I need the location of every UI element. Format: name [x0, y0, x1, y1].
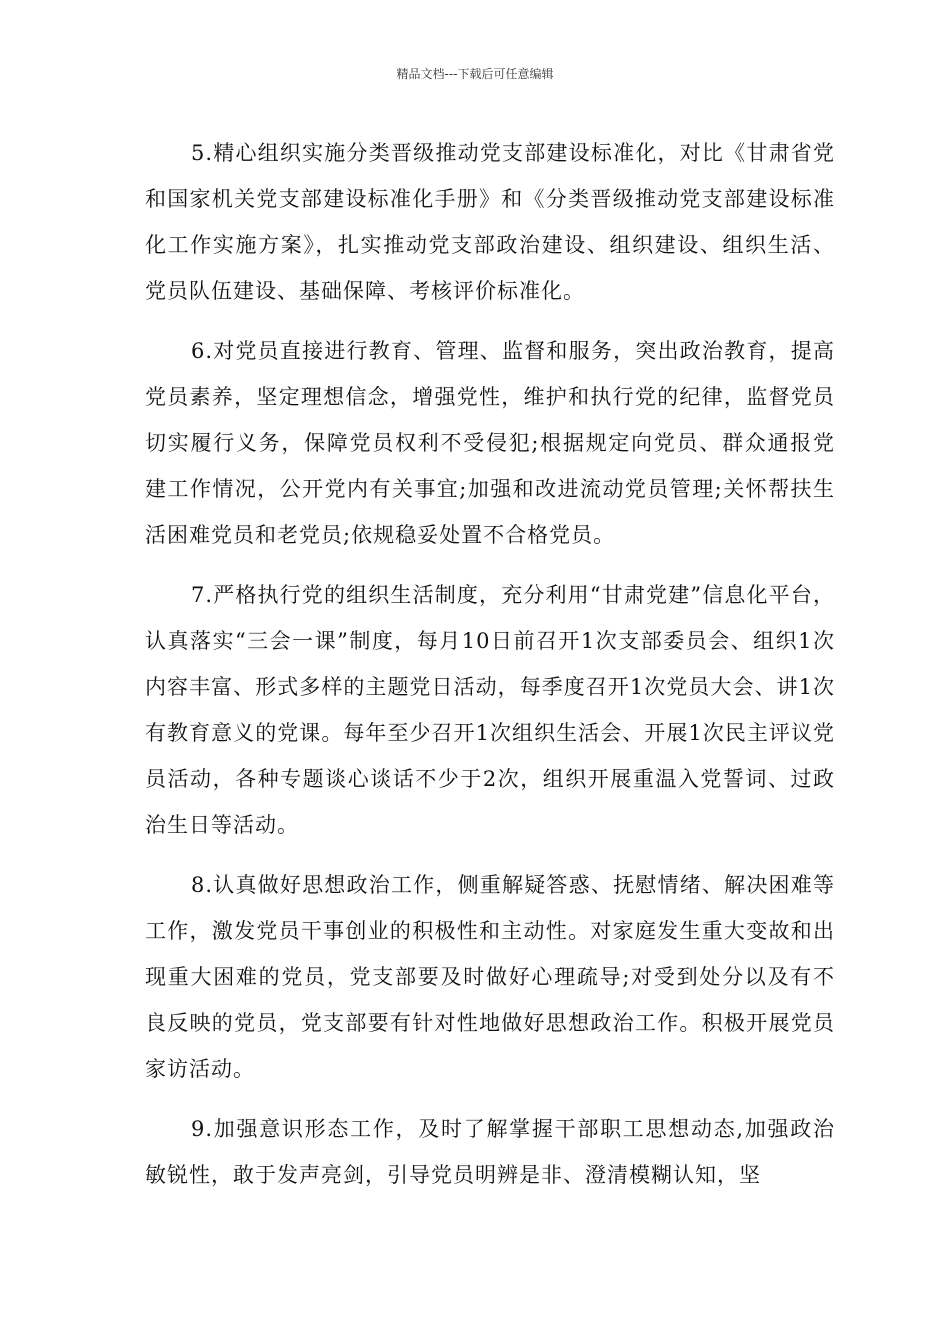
- document-body: [145, 130, 835, 1212]
- page-header: 精品文档---下载后可任意编辑: [396, 67, 554, 81]
- paragraph-item-9: 9.加强意识形态工作，及时了解掌握干部职工思想动态,加强政治敏锐性，敢于发声亮剑，引导党员明辨是非、澄清模糊认知，坚: [145, 1117, 835, 1187]
- paragraph-item-6: 6.对党员直接进行教育、管理、监督和服务，突出政治教育，提高党员素养，坚定理想信念，增强党性，维护和执行党的纪律，监督党员切实履行义务，保障党员权利不受侵犯;根据规定向党员、群众通报党建工作情况，公开党内有关事宜;加强和改进流动党员管理;关怀帮扶生活困难党员和老党员;依规稳妥处置不合格党员。: [145, 339, 835, 547]
- paragraph-item-5: 5.精心组织实施分类晋级推动党支部建设标准化，对比《甘肃省党和国家机关党支部建设标准化手册》和《分类晋级推动党支部建设标准化工作实施方案》，扎实推动党支部政治建设、组织建设、组织生活、党员队伍建设、基础保障、考核评价标准化。: [145, 141, 835, 303]
- paragraph-item-7: 7.严格执行党的组织生活制度，充分利用“甘肃党建”信息化平台，认真落实“三会一课”制度，每月10日前召开1次支部委员会、组织1次内容丰富、形式多样的主题党日活动，每季度召开1次党员大会、讲1次有教育意义的党课。每年至少召开1次组织生活会、开展1次民主评议党员活动，各种专题谈心谈话不少于2次，组织开展重温入党誓词、过政治生日等活动。: [145, 583, 835, 837]
- paragraph-item-8: 8.认真做好思想政治工作，侧重解疑答惑、抚慰情绪、解决困难等工作，激发党员干事创业的积极性和主动性。对家庭发生重大变故和出现重大困难的党员，党支部要及时做好心理疏导;对受到处分以及有不良反映的党员，党支部要有针对性地做好思想政治工作。积极开展党员家访活动。: [145, 873, 835, 1081]
